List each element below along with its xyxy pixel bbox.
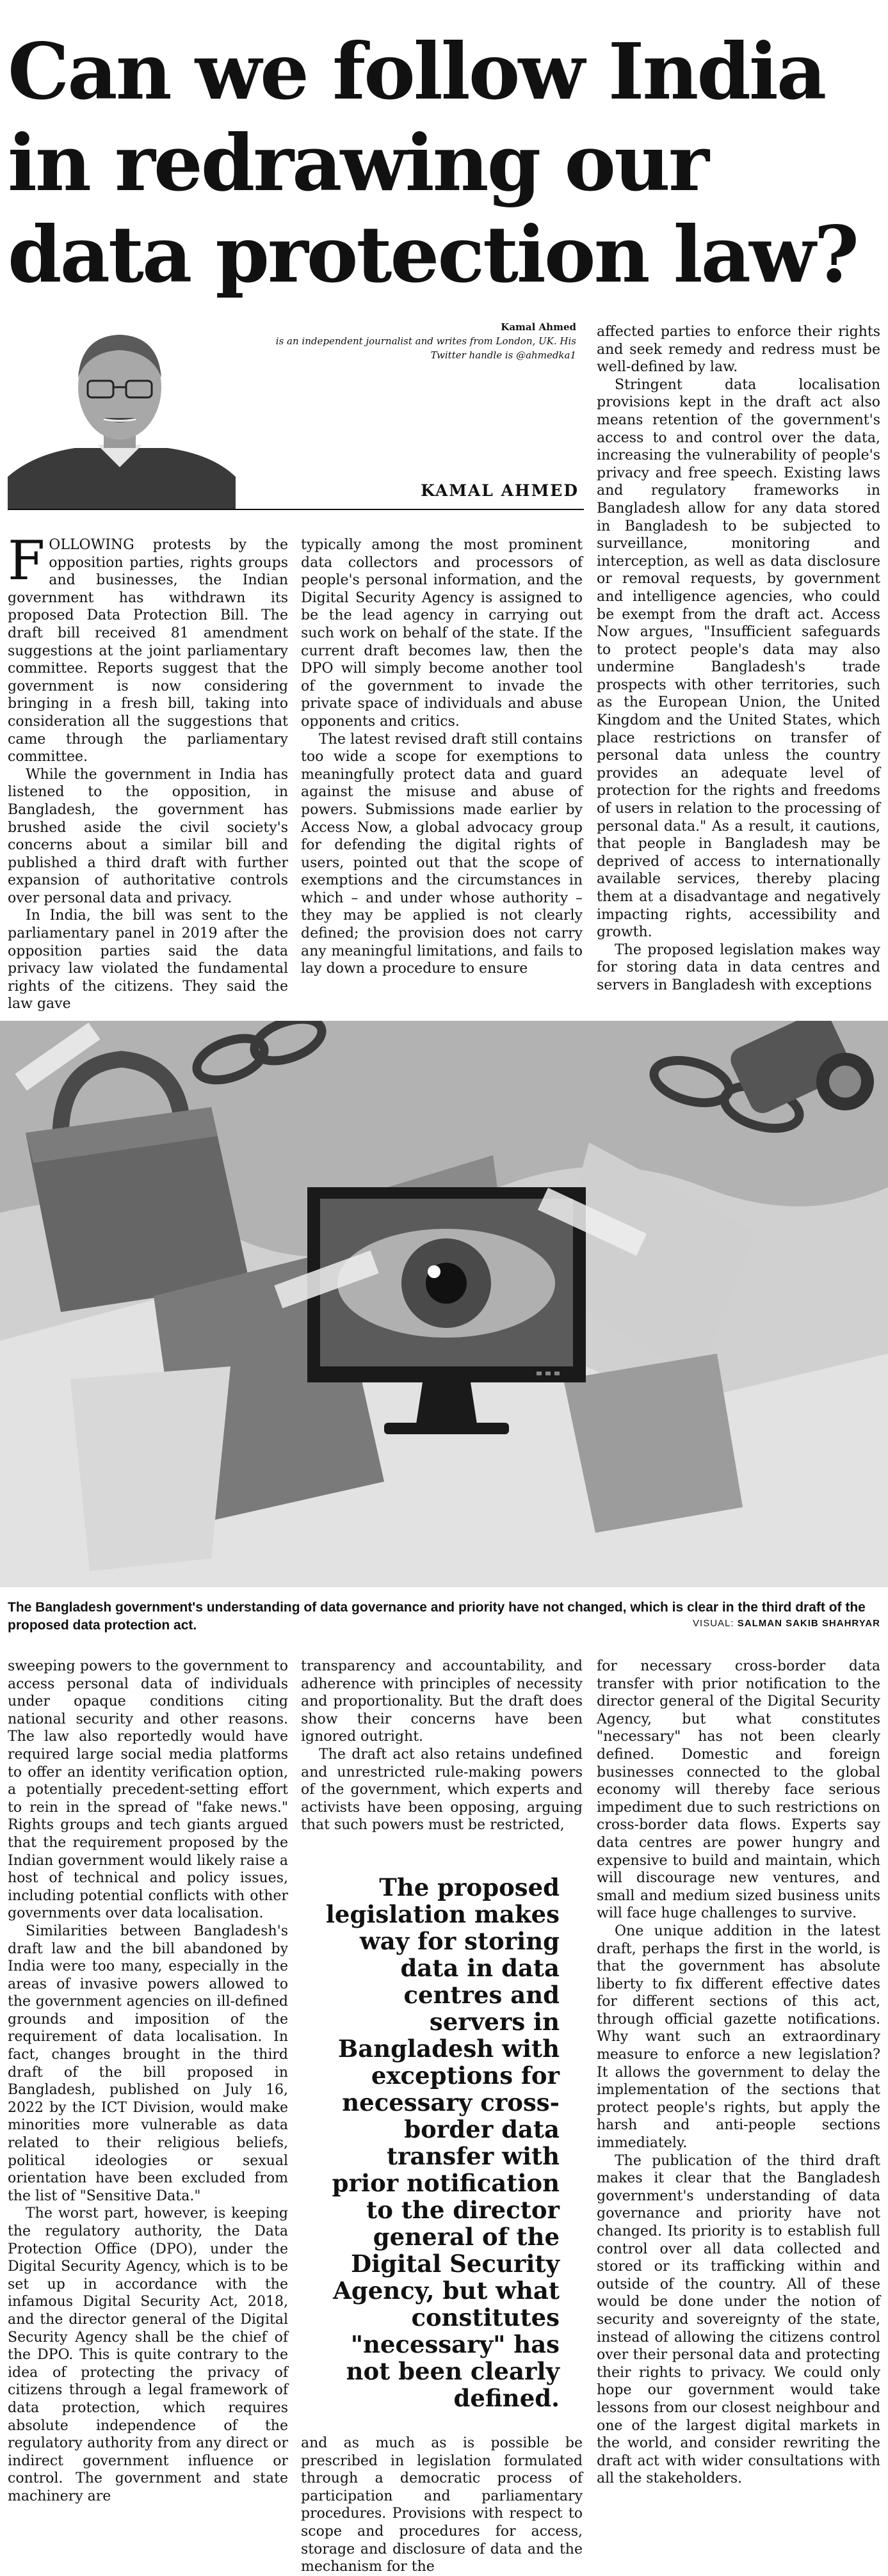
paragraph: The publication of the third draft makes it clear that the Bangladesh government's understanding of data governance and priority have not changed. Its priority is to establish full control over all data collected and stored or its trafficking within and outside of the country. All of these would be done under the notion of security and sovereignty of the state, instead of allowing the citizens control over their personal data and protecting their rights to privacy. We could only hope our government would take lessons from our closest neighbour and one of the largest digital markets in the world, and consider rewriting the draft act with wider consultations with all the stakeholders. [597,2152,880,2487]
paragraph: typically among the most prominent data collectors and processors of people's personal information, and the Digital Security Agency is assigned to be the lead agency in carrying out such work on behalf of the state. If the current draft becomes law, then the DPO will simply become another tool of the government to invade the private space of individuals and abuse opponents and critics. [301,537,583,730]
paragraph: sweeping powers to the government to access personal data of individuals under opaque conditions citing national security and other reasons. The law also reportedly would have required large social media platforms to offer an identity verification option, a potentially precedent-setting effort to rein in the spread of "fake news." Rights groups and tech giants argued that the requirement proposed by the Indian government would likely raise a host of technical and policy issues, including potential conflicts with other governments over data localisation. [8,1658,288,1922]
column-4 [8,1658,288,2506]
image-credit: VISUAL: SALMAN SAKIB SHAHRYAR [693,1618,880,1629]
paragraph: affected parties to enforce their rights and seek remedy and redress must be well-defined by law. [597,324,880,376]
paragraph: The latest revised draft still contains too wide a scope for exemptions to meaningfully protect data and guard against the misuse and abuse of powers. Submissions made earlier by Access Now, a global advocacy group for defending the digital rights of users, pointed out that the scope of exemptions and the circumstances in which – and under whose authority – they may be applied is not clearly defined; the provision does not carry any meaningful limitations, and fails to lay down a procedure to ensure [301,731,583,977]
column-3 [597,323,880,995]
author-name-caps: KAMAL AHMED [421,481,579,500]
paragraph: for necessary cross-border data transfer with prior notification to the director general of the Digital Security Agency, but what constitutes "necessary" has not been clearly defined. Domestic and foreign businesses connected to the global economy will thereby face serious impediment due to such restrictions on cross-border data flows. Experts say data centres are power hungry and expensive to build and maintain, which will discourage new ventures, and small and medium sized business units will face huge challenges to survive. [597,1658,880,1922]
author-name: Kamal Ahmed [501,321,576,333]
paragraph: transparency and accountability, and adherence with principles of necessity and proportionality. But the draft does show their concerns have been ignored outright. [301,1658,583,1745]
author-bio-text: is an independent journalist and writes from London, UK. His Twitter handle is @ahmedka1 [275,335,576,361]
paragraph: While the government in India has listened to the opposition, in Bangladesh, the government has brushed aside the civil society's concerns about a similar bill and published a third draft with further expansion of authoritative controls over personal data and privacy. [8,766,288,906]
column-6 [597,1658,880,2488]
author-bio [256,320,576,362]
pull-quote: The proposed legislation makes way for storing data in data centres and servers in Bangladesh with exceptions for necessary cross-border data transfer with prior notification to the director general of the Digital Security Agency, but what constitutes "necessary" has not been clearly defined. [325,1873,560,2412]
paragraph: Stringent data localisation provisions kept in the draft act also means retention of the government's access to and control over the data, increasing the vulnerability of people's privacy and free speech. Existing laws and regulatory frameworks in Bangladesh allow for any data stored in Bangladesh to be subjected to surveillance, monitoring and interception, as well as data disclosure or removal requests, by government and intelligence agencies, who could be exempt from the draft act. Access Now argues, "Insufficient safeguards to protect people's data may also undermine Bangladesh's trade prospects with other territories, such as the European Union, the United Kingdom and the United States, which place restrictions on transfer of personal data unless the country provides an adequate level of protection for the rights and freedoms of users in relation to the processing of personal data." As a result, it cautions, that people in Bangladesh may be deprived of access to internationally available services, thereby placing them at a disadvantage and negatively impacting rights, accessibility and growth. [597,376,880,941]
column-2 [301,536,583,978]
column-5 [301,1658,583,1834]
drop-cap: F [8,529,45,592]
illustration [0,1021,888,1587]
column-5-bottom [301,2435,583,2576]
paragraph: FOLLOWING protests by the opposition parties, rights groups and businesses, the Indian government has withdrawn its proposed Data Protection Bill. The draft bill received 81 amendment suggestions at the joint parliamentary committee. Reports suggest that the government is now considering bringing in a fresh bill, taking into consideration all the suggestions that came through the parliamentary committee. [8,529,288,765]
column-1 [8,529,288,1013]
image-caption: The Bangladesh government's understanding of data governance and priority have not changed, which is clear in the third draft of the proposed data protection act. [8,1600,866,1633]
paragraph: The draft act also retains undefined and unrestricted rule-making powers of the government, which experts and activists have been opposing, arguing that such powers must be restricted, [301,1746,583,1834]
paragraph: One unique addition in the latest draft, perhaps the first in the world, is that the government has absolute liberty to fix different effective dates for different sections of this act, through official gazette notifications. Why want such an extraordinary measure to enforce a new legislation? It allows the government to delay the implementation of the sections that protect people's rights, but apply the harsh and anti-people sections immediately. [597,1923,880,2152]
byline-rule [8,509,584,510]
paragraph: In India, the bill was sent to the parliamentary panel in 2019 after the opposition parties said the data privacy law violated the fundamental rights of the citizens. They said the law gave [8,908,288,1012]
author-photo [8,317,236,509]
paragraph: The worst part, however, is keeping the regulatory authority, the Data Protection Office (DPO), under the Digital Security Agency, which is to be set up in accordance with the infamous Digital Security Act, 2018, and the director general of the Digital Security Agency shall be the chief of the DPO. This is quite contrary to the idea of protecting the privacy of citizens through a legal framework of data protection, which requires absolute independence of the regulatory authority from any direct or indirect government influence or control. The government and state machinery are [8,2205,288,2504]
paragraph: and as much as is possible be prescribed in legislation formulated through a democratic process of participation and parliamentary procedures. Provisions with respect to scope and procedures for access, storage and disclosure of data and the mechanism for the [301,2435,583,2575]
headline: Can we follow India in redrawing our data protection law? [8,26,858,300]
paragraph: Similarities between Bangladesh's draft law and the bill abandoned by India were too many, especially in the areas of invasive powers allowed to the government agencies on ill-defined grounds and imposition of the requirement of data localisation. In fact, changes brought in the third draft of the bill proposed in Bangladesh, published on July 16, 2022 by the ICT Division, would make minorities more vulnerable as data related to their religious beliefs, political ideologies or sexual orientation have been excluded from the list of "Sensitive Data." [8,1923,288,2204]
paragraph: The proposed legislation makes way for storing data in data centres and servers in Bangladesh with exceptions [597,941,880,993]
